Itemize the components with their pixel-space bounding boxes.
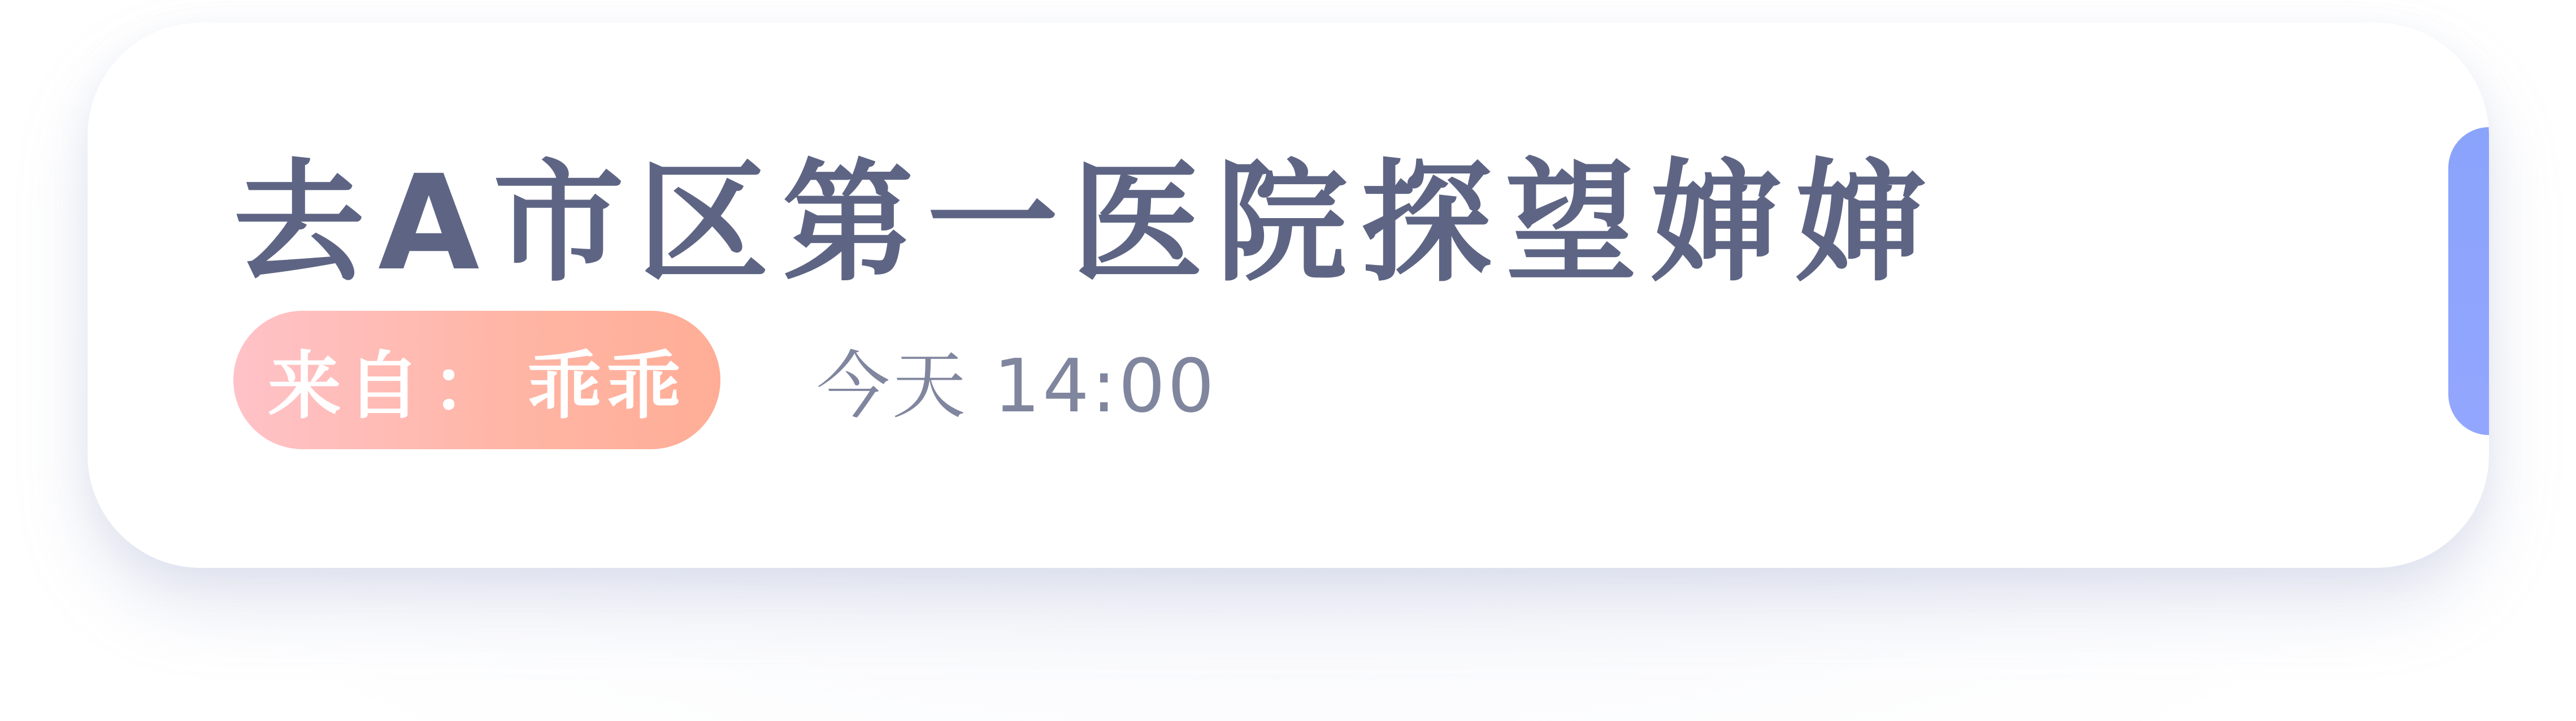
side-tab-indicator[interactable] <box>2448 127 2489 435</box>
from-name: 乖乖 <box>528 343 687 429</box>
from-separator: ： <box>431 343 511 429</box>
task-title: 去A市区第一医院探望婶婶 <box>233 147 1940 299</box>
task-meta-row <box>233 311 1217 449</box>
task-time: 今天 14:00 <box>816 343 1217 429</box>
from-badge <box>233 311 720 449</box>
from-label: 来自 <box>267 343 426 429</box>
task-card[interactable] <box>88 23 2489 568</box>
